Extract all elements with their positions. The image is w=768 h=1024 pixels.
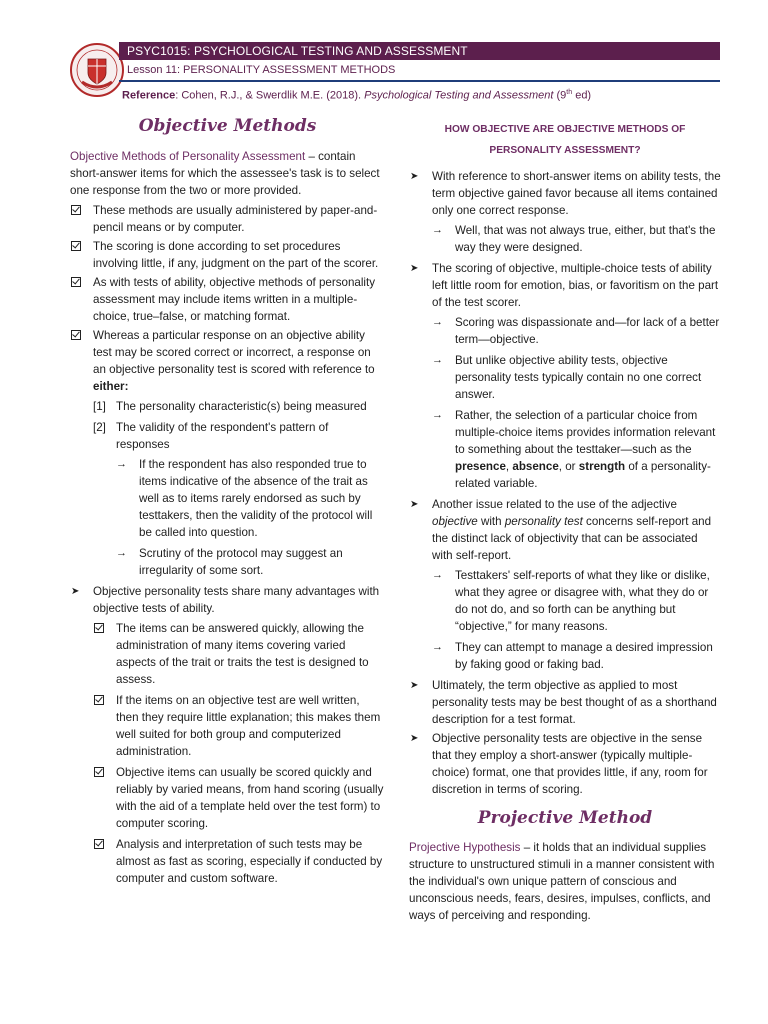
right-arrow-icon: → [116,458,127,470]
list-item-text: Another issue related to the use of the adjective [432,498,677,511]
arrow-item [432,314,721,348]
arrowhead-bullet-icon: ➤ [410,733,419,744]
numbered-item-text: The validity of the respondent's pattern of responses [116,421,329,451]
list-item-text: Objective personality tests are objective in the sense that they employ a short-answer (typically multiple-choice) format, one that provides little, if any, room for discretion in terms of scoring. [432,732,708,796]
right-arrow-icon: → [432,641,443,653]
arrowhead-bullet-icon: ➤ [410,680,419,691]
numbered-list [93,398,385,579]
arrowhead-bullet-icon: ➤ [71,586,80,597]
objective-methods-heading: Objective Methods [138,116,317,136]
arrow-list [432,567,721,673]
list-item-text: With reference to short-answer items on ability tests, the term objective gained favor because all items contained only one correct response. [432,170,721,217]
list-item [409,730,721,798]
list-item [70,327,385,579]
numbered-item-text: The personality characteristic(s) being measured [116,400,367,413]
arrow-item-text-end: of a personality-related variable. [455,460,711,490]
bold-term-strength: strength [578,460,626,473]
arrow-item [432,352,721,403]
arrowhead-bullet-icon: ➤ [410,499,419,510]
arrow-item-text: Scoring was dispassionate and—for lack of a better term—objective. [455,316,720,346]
projective-method-heading: Projective Method [477,808,653,828]
projective-hypothesis-definition [409,839,721,924]
arrow-item [432,639,721,673]
header-divider [119,80,720,82]
right-arrow-icon: → [432,409,443,421]
list-item-text: Ultimately, the term objective as applied to most personality tests may be best thought of as a shorthand description for a test format. [432,679,717,726]
list-item-text: Whereas a particular response on an objective ability test may be scored correct or incorrect, a response on an objective personality test is scored with reference to [93,329,375,376]
item-number: [1] [93,400,106,413]
arrow-item-text: They can attempt to manage a desired impression by faking good or faking bad. [455,641,713,671]
arrow-item [116,456,385,541]
right-arrow-icon: → [116,547,127,559]
right-arrow-icon: → [432,354,443,366]
list-item-text: As with tests of ability, objective methods of personality assessment may include items written in a multiple-choice, true–false, or matching format. [93,276,376,323]
right-arrow-icon: → [432,316,443,328]
advantage-text: Objective items can usually be scored quickly and reliably by varied means, from hand scoring (usually with the aid of a template held over the test form) to computer scoring. [116,766,384,830]
objective-methods-list [70,202,385,887]
arrow-item-text: Rather, the selection of a particular choice from multiple-choice items provides information relevant to something about the testtaker—such as the [455,409,716,456]
lesson-title: Lesson 11: PERSONALITY ASSESSMENT METHODS [127,64,396,76]
checkbox-checked-icon [94,695,104,705]
left-column [70,116,385,891]
list-item [70,274,385,325]
reference-edition-sup: th [566,89,573,96]
university-seal-logo [70,42,124,98]
checkbox-checked-icon [94,839,104,849]
reference-edition-end: ed) [572,89,592,102]
course-title-bar: PSYC1015: PSYCHOLOGICAL TESTING AND ASSESSMENT [119,42,720,60]
list-item [409,260,721,492]
advantage-text: The items can be answered quickly, allowing the administration of many items covering varied aspects of the trait or traits the test is designed to assess. [116,622,369,686]
reference-text: : Cohen, R.J., & Swerdlik M.E. (2018). [175,89,365,102]
numbered-item [93,419,385,579]
separator-text: , [505,460,513,473]
list-item [409,677,721,728]
checkbox-checked-icon [71,330,81,340]
arrow-item-text: Scrutiny of the protocol may suggest an irregularity of some sort. [139,547,343,577]
list-item [409,496,721,673]
numbered-item [93,398,385,415]
arrow-item [116,545,385,579]
advantage-item [93,764,385,832]
list-item-text: The scoring is done according to set procedures involving little, if any, judgment on the part of the scorer. [93,240,379,270]
list-item [70,583,385,887]
arrow-item-text: If the respondent has also responded true to items indicative of the absence of the trait as well as to items rarely endorsed as such by testtakers, then the validity of the protocol will be called into question. [139,458,373,539]
reference-edition: (9 [553,89,567,102]
arrow-item [432,407,721,492]
list-item-text: These methods are usually administered by paper-and-pencil means or by computer. [93,204,378,234]
definition-term: Objective Methods of Personality Assessment [70,150,306,163]
reference-label: Reference [122,89,176,102]
list-item-text: with [477,515,505,528]
list-item-bold: either: [93,380,129,393]
advantage-item [93,620,385,688]
arrow-list [432,314,721,492]
objectivity-question-heading: HOW OBJECTIVE ARE OBJECTIVE METHODS OF PERSONALITY ASSESSMENT? [444,124,686,156]
right-arrow-icon: → [432,224,443,236]
advantage-item [93,836,385,887]
arrow-item-text: Well, that was not always true, either, but that's the way they were designed. [455,224,716,254]
list-item [409,168,721,256]
arrow-list [116,456,385,579]
advantage-item [93,692,385,760]
list-item-text: concerns self-report and the distinct lack of objectivity that can be associated with self-report. [432,515,712,562]
arrowhead-bullet-icon: ➤ [410,263,419,274]
checkbox-checked-icon [94,623,104,633]
arrow-item-text: But unlike objective ability tests, objective personality tests typically contain no one correct answer. [455,354,702,401]
italic-term: objective [432,515,478,528]
objective-methods-definition [70,148,385,199]
bold-term-presence: presence [455,460,506,473]
checkbox-checked-icon [71,241,81,251]
objectivity-list [409,168,721,798]
checkbox-checked-icon [94,767,104,777]
definition-text: – contain short-answer items for which the assessee's task is to select one response from the two or more provided. [70,150,380,197]
arrowhead-bullet-icon: ➤ [410,171,419,182]
list-item-text: Objective personality tests share many advantages with objective tests of ability. [93,585,380,615]
advantage-text: Analysis and interpretation of such tests may be almost as fast as scoring, especially if conducted by computer and custom software. [116,838,383,885]
right-arrow-icon: → [432,569,443,581]
list-item-text: The scoring of objective, multiple-choice tests of ability left little room for emotion, bias, or favoritism on the part of the test scorer. [432,262,719,309]
item-number: [2] [93,421,106,434]
separator-text: , or [558,460,579,473]
arrow-item [432,222,721,256]
list-item [70,238,385,272]
advantages-list [93,620,385,887]
arrow-item [432,567,721,635]
list-item [70,202,385,236]
bold-term-absence: absence [512,460,559,473]
right-column [409,116,721,927]
arrow-list [432,222,721,256]
advantage-text: If the items on an objective test are well written, then they require little explanation; this makes them well suited for both group and computerized administration. [116,694,381,758]
definition-text: – it holds that an individual supplies structure to unstructured stimuli in a manner consistent with the individual's own unique pattern of conscious and unconscious needs, fears, desires, impulses, conflicts, and ways of perceiving and responding. [409,841,715,922]
definition-term: Projective Hypothesis [409,841,521,854]
checkbox-checked-icon [71,277,81,287]
checkbox-checked-icon [71,205,81,215]
italic-term: personality test [504,515,583,528]
reference-book-title: Psychological Testing and Assessment [364,89,554,102]
arrow-item-text: Testtakers' self-reports of what they like or dislike, what they agree or disagree with, what they do or do not do, and so forth can be anything but “objective,” for many reasons. [455,569,710,633]
reference-line [122,89,591,102]
